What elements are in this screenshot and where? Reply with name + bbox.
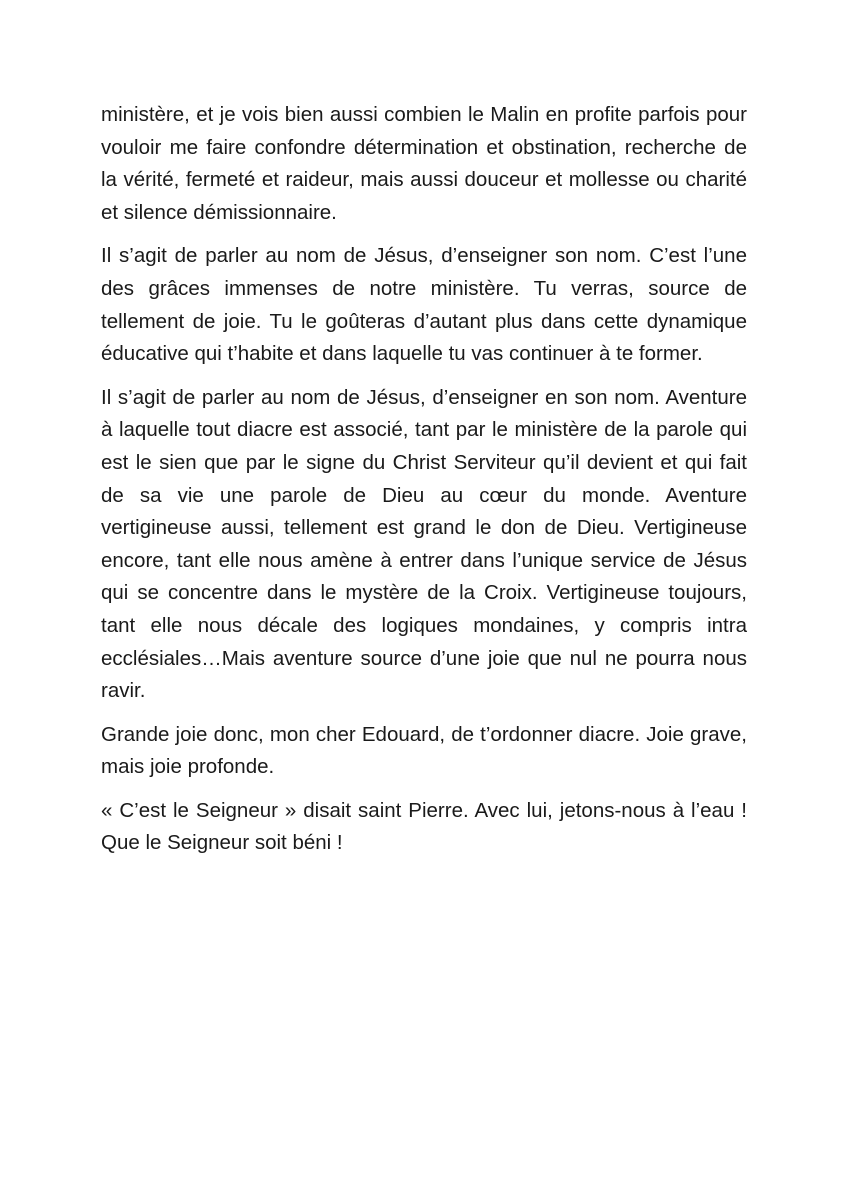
body-text (101, 99, 747, 871)
paragraph-grande-joie: Grande joie donc, mon cher Edouard, de t’ordonner diacre. Joie grave, mais joie profonde. (101, 722, 747, 779)
paragraph-aventure: Il s’agit de parler au nom de Jésus, d’enseigner en son nom. Aventure à laquelle tout diacre est associé, tant par le ministère de la parole qui est le sien que par le signe du Christ Serviteur qu’il devient et qui fait de sa vie une parole de Dieu au cœur du monde. Aventure vertigineuse aussi, tellement est grand le don de Dieu. Vertigineuse encore, tant elle nous amène à entrer dans l’unique service de Jésus qui se concentre dans le mystère de la Croix. Vertigineuse toujours, tant elle nous décale des logiques mondaines, y compris intra ecclésiales…Mais aventure source d’une joie que nul ne pourra nous ravir. (101, 385, 747, 703)
paragraph-seigneur: « C’est le Seigneur » disait saint Pierre. Avec lui, jetons-nous à l’eau ! Que le Seigneur soit béni ! (101, 798, 747, 855)
paragraph-ministere: ministère, et je vois bien aussi combien le Malin en profite parfois pour vouloir me faire confondre détermination et obstination, recherche de la vérité, fermeté et raideur, mais aussi douceur et mollesse ou charité et silence démissionnaire. (101, 103, 747, 224)
paragraph-parler-au-nom: Il s’agit de parler au nom de Jésus, d’enseigner son nom. C’est l’une des grâces immenses de notre ministère. Tu verras, source de tellement de joie. Tu le goûteras d’autant plus dans cette dynamique éducative qui t’habite et dans laquelle tu vas continuer à te former. (101, 244, 747, 366)
